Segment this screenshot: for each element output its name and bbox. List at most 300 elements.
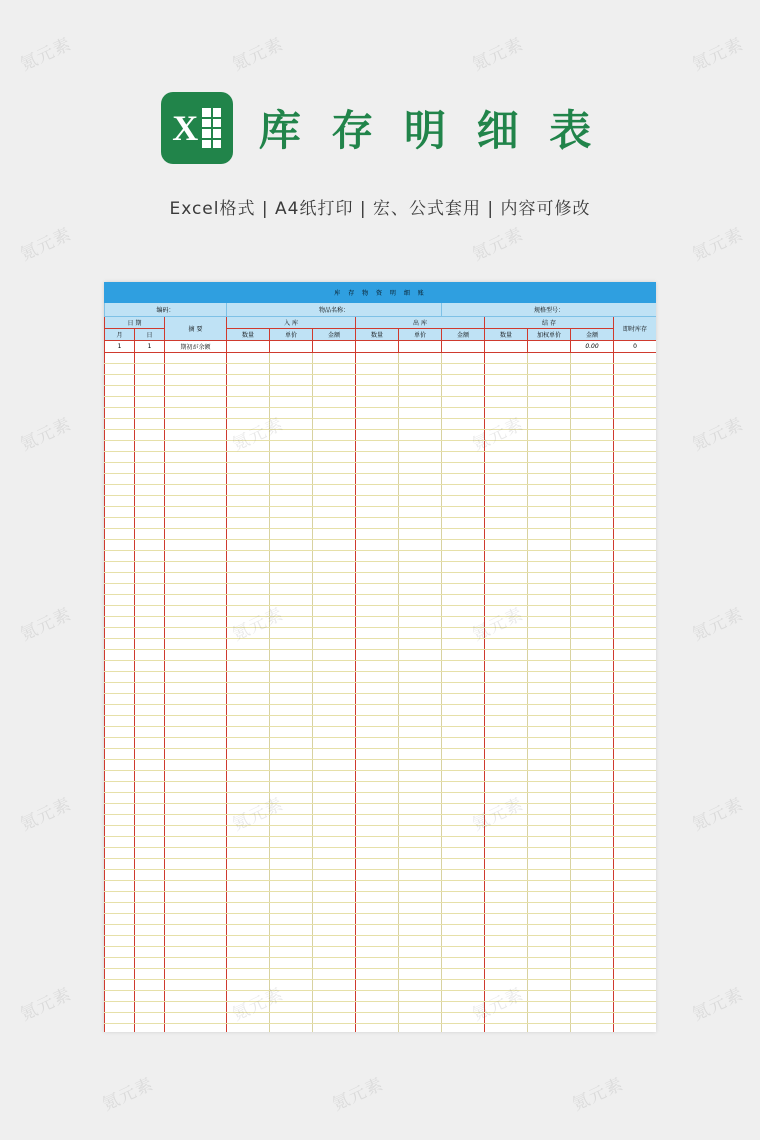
table-cell[interactable] xyxy=(313,1002,356,1013)
table-cell[interactable] xyxy=(105,936,135,947)
cell-out-qty[interactable] xyxy=(356,341,399,353)
table-cell[interactable] xyxy=(528,1002,571,1013)
spreadsheet-preview[interactable] xyxy=(104,282,656,1032)
table-cell[interactable] xyxy=(227,518,270,529)
table-cell[interactable] xyxy=(270,386,313,397)
table-cell[interactable] xyxy=(614,628,657,639)
table-cell[interactable] xyxy=(227,430,270,441)
table-row[interactable] xyxy=(105,364,657,375)
table-cell[interactable] xyxy=(442,793,485,804)
table-row[interactable] xyxy=(105,925,657,936)
table-row[interactable] xyxy=(105,914,657,925)
table-cell[interactable] xyxy=(399,474,442,485)
table-cell[interactable] xyxy=(528,441,571,452)
table-cell[interactable] xyxy=(105,903,135,914)
cell-day[interactable]: 1 xyxy=(135,341,165,353)
table-cell[interactable] xyxy=(105,947,135,958)
table-cell[interactable] xyxy=(399,760,442,771)
table-cell[interactable] xyxy=(399,463,442,474)
table-cell[interactable] xyxy=(614,661,657,672)
table-cell[interactable] xyxy=(399,694,442,705)
table-cell[interactable] xyxy=(270,914,313,925)
table-cell[interactable] xyxy=(528,870,571,881)
table-cell[interactable] xyxy=(105,881,135,892)
table-cell[interactable] xyxy=(485,584,528,595)
table-cell[interactable] xyxy=(135,441,165,452)
table-cell[interactable] xyxy=(442,628,485,639)
table-cell[interactable] xyxy=(528,727,571,738)
table-cell[interactable] xyxy=(571,1024,614,1033)
cell-month[interactable]: 1 xyxy=(105,341,135,353)
table-cell[interactable] xyxy=(485,815,528,826)
table-cell[interactable] xyxy=(270,1002,313,1013)
table-cell[interactable] xyxy=(528,430,571,441)
table-cell[interactable] xyxy=(270,617,313,628)
table-cell[interactable] xyxy=(571,386,614,397)
table-cell[interactable] xyxy=(485,672,528,683)
table-cell[interactable] xyxy=(614,936,657,947)
table-cell[interactable] xyxy=(105,474,135,485)
table-cell[interactable] xyxy=(356,815,399,826)
table-cell[interactable] xyxy=(105,1024,135,1033)
table-cell[interactable] xyxy=(485,595,528,606)
table-cell[interactable] xyxy=(528,474,571,485)
table-cell[interactable] xyxy=(442,903,485,914)
table-cell[interactable] xyxy=(356,727,399,738)
table-cell[interactable] xyxy=(270,859,313,870)
table-cell[interactable] xyxy=(442,353,485,364)
table-cell[interactable] xyxy=(270,815,313,826)
table-row[interactable] xyxy=(105,936,657,947)
table-cell[interactable] xyxy=(614,672,657,683)
table-cell[interactable] xyxy=(105,507,135,518)
table-cell[interactable] xyxy=(571,353,614,364)
table-cell[interactable] xyxy=(105,518,135,529)
table-cell[interactable] xyxy=(571,518,614,529)
table-cell[interactable] xyxy=(485,749,528,760)
table-cell[interactable] xyxy=(614,804,657,815)
table-cell[interactable] xyxy=(442,364,485,375)
table-cell[interactable] xyxy=(270,848,313,859)
table-cell[interactable] xyxy=(571,815,614,826)
table-cell[interactable] xyxy=(614,760,657,771)
table-cell[interactable] xyxy=(528,903,571,914)
table-cell[interactable] xyxy=(227,991,270,1002)
table-cell[interactable] xyxy=(270,771,313,782)
table-cell[interactable] xyxy=(485,397,528,408)
table-cell[interactable] xyxy=(399,870,442,881)
table-cell[interactable] xyxy=(356,870,399,881)
table-cell[interactable] xyxy=(485,826,528,837)
table-cell[interactable] xyxy=(165,848,227,859)
table-cell[interactable] xyxy=(165,551,227,562)
table-cell[interactable] xyxy=(165,562,227,573)
table-cell[interactable] xyxy=(528,529,571,540)
table-cell[interactable] xyxy=(614,474,657,485)
table-cell[interactable] xyxy=(571,672,614,683)
cell-summary[interactable]: 期初が余额 xyxy=(165,341,227,353)
table-cell[interactable] xyxy=(614,837,657,848)
table-row[interactable] xyxy=(105,529,657,540)
table-cell[interactable] xyxy=(227,716,270,727)
table-cell[interactable] xyxy=(227,815,270,826)
table-cell[interactable] xyxy=(528,881,571,892)
table-cell[interactable] xyxy=(485,705,528,716)
table-cell[interactable] xyxy=(313,815,356,826)
table-cell[interactable] xyxy=(135,595,165,606)
table-cell[interactable] xyxy=(105,892,135,903)
table-cell[interactable] xyxy=(105,716,135,727)
table-cell[interactable] xyxy=(135,815,165,826)
table-cell[interactable] xyxy=(135,452,165,463)
table-cell[interactable] xyxy=(313,496,356,507)
table-row[interactable] xyxy=(105,540,657,551)
table-cell[interactable] xyxy=(571,683,614,694)
table-cell[interactable] xyxy=(270,518,313,529)
table-cell[interactable] xyxy=(528,672,571,683)
table-cell[interactable] xyxy=(528,782,571,793)
table-cell[interactable] xyxy=(135,914,165,925)
table-cell[interactable] xyxy=(528,804,571,815)
table-cell[interactable] xyxy=(614,991,657,1002)
table-cell[interactable] xyxy=(270,595,313,606)
table-cell[interactable] xyxy=(442,947,485,958)
table-cell[interactable] xyxy=(528,606,571,617)
table-cell[interactable] xyxy=(485,683,528,694)
table-cell[interactable] xyxy=(165,870,227,881)
table-cell[interactable] xyxy=(571,430,614,441)
table-cell[interactable] xyxy=(313,925,356,936)
table-cell[interactable] xyxy=(270,892,313,903)
table-cell[interactable] xyxy=(485,375,528,386)
table-cell[interactable] xyxy=(356,771,399,782)
table-cell[interactable] xyxy=(270,826,313,837)
table-cell[interactable] xyxy=(571,441,614,452)
table-cell[interactable] xyxy=(442,914,485,925)
table-cell[interactable] xyxy=(270,375,313,386)
table-cell[interactable] xyxy=(442,771,485,782)
table-cell[interactable] xyxy=(571,859,614,870)
table-row[interactable] xyxy=(105,793,657,804)
cell-in-qty[interactable] xyxy=(227,341,270,353)
table-row[interactable] xyxy=(105,815,657,826)
table-cell[interactable] xyxy=(165,958,227,969)
table-cell[interactable] xyxy=(614,529,657,540)
table-row[interactable] xyxy=(105,837,657,848)
table-cell[interactable] xyxy=(399,562,442,573)
table-cell[interactable] xyxy=(399,452,442,463)
table-cell[interactable] xyxy=(270,694,313,705)
table-cell[interactable] xyxy=(227,705,270,716)
table-row[interactable] xyxy=(105,419,657,430)
table-cell[interactable] xyxy=(227,1024,270,1033)
table-cell[interactable] xyxy=(485,573,528,584)
table-cell[interactable] xyxy=(165,540,227,551)
table-cell[interactable] xyxy=(313,837,356,848)
table-cell[interactable] xyxy=(227,584,270,595)
table-cell[interactable] xyxy=(614,1024,657,1033)
table-row[interactable] xyxy=(105,584,657,595)
table-cell[interactable] xyxy=(528,969,571,980)
table-cell[interactable] xyxy=(571,562,614,573)
table-cell[interactable] xyxy=(442,639,485,650)
table-cell[interactable] xyxy=(528,848,571,859)
table-cell[interactable] xyxy=(165,529,227,540)
table-cell[interactable] xyxy=(614,408,657,419)
table-cell[interactable] xyxy=(270,870,313,881)
table-cell[interactable] xyxy=(614,815,657,826)
table-cell[interactable] xyxy=(485,958,528,969)
table-cell[interactable] xyxy=(356,738,399,749)
table-cell[interactable] xyxy=(356,848,399,859)
table-cell[interactable] xyxy=(165,903,227,914)
table-cell[interactable] xyxy=(356,584,399,595)
table-cell[interactable] xyxy=(105,628,135,639)
table-cell[interactable] xyxy=(313,617,356,628)
table-cell[interactable] xyxy=(571,936,614,947)
table-cell[interactable] xyxy=(442,430,485,441)
table-cell[interactable] xyxy=(105,991,135,1002)
table-cell[interactable] xyxy=(571,496,614,507)
table-row[interactable] xyxy=(105,991,657,1002)
table-cell[interactable] xyxy=(313,507,356,518)
table-row[interactable] xyxy=(105,650,657,661)
table-cell[interactable] xyxy=(135,903,165,914)
table-cell[interactable] xyxy=(105,496,135,507)
table-cell[interactable] xyxy=(356,617,399,628)
table-cell[interactable] xyxy=(528,980,571,991)
table-cell[interactable] xyxy=(571,980,614,991)
table-cell[interactable] xyxy=(165,914,227,925)
table-cell[interactable] xyxy=(442,397,485,408)
table-cell[interactable] xyxy=(135,782,165,793)
table-cell[interactable] xyxy=(571,969,614,980)
table-cell[interactable] xyxy=(135,463,165,474)
table-cell[interactable] xyxy=(356,947,399,958)
table-cell[interactable] xyxy=(399,639,442,650)
table-cell[interactable] xyxy=(485,661,528,672)
table-cell[interactable] xyxy=(165,408,227,419)
table-cell[interactable] xyxy=(165,617,227,628)
table-cell[interactable] xyxy=(135,672,165,683)
table-cell[interactable] xyxy=(614,386,657,397)
table-cell[interactable] xyxy=(399,650,442,661)
table-cell[interactable] xyxy=(165,793,227,804)
table-cell[interactable] xyxy=(614,782,657,793)
table-cell[interactable] xyxy=(227,628,270,639)
table-cell[interactable] xyxy=(165,1002,227,1013)
table-cell[interactable] xyxy=(442,782,485,793)
table-cell[interactable] xyxy=(270,650,313,661)
table-cell[interactable] xyxy=(313,430,356,441)
table-cell[interactable] xyxy=(165,386,227,397)
table-cell[interactable] xyxy=(485,859,528,870)
table-cell[interactable] xyxy=(399,485,442,496)
table-cell[interactable] xyxy=(270,793,313,804)
table-cell[interactable] xyxy=(165,837,227,848)
table-cell[interactable] xyxy=(105,782,135,793)
table-cell[interactable] xyxy=(399,441,442,452)
table-cell[interactable] xyxy=(135,606,165,617)
table-cell[interactable] xyxy=(485,881,528,892)
table-cell[interactable] xyxy=(313,386,356,397)
table-cell[interactable] xyxy=(135,936,165,947)
table-cell[interactable] xyxy=(270,419,313,430)
table-cell[interactable] xyxy=(399,914,442,925)
table-cell[interactable] xyxy=(356,716,399,727)
table-cell[interactable] xyxy=(135,540,165,551)
table-cell[interactable] xyxy=(614,683,657,694)
table-row[interactable] xyxy=(105,980,657,991)
cell-realtime[interactable]: 0 xyxy=(614,341,657,353)
table-cell[interactable] xyxy=(528,694,571,705)
table-cell[interactable] xyxy=(105,551,135,562)
table-cell[interactable] xyxy=(399,529,442,540)
table-cell[interactable] xyxy=(270,353,313,364)
table-cell[interactable] xyxy=(614,562,657,573)
table-cell[interactable] xyxy=(571,947,614,958)
table-cell[interactable] xyxy=(614,463,657,474)
table-cell[interactable] xyxy=(105,694,135,705)
cell-in-amount[interactable] xyxy=(313,341,356,353)
table-cell[interactable] xyxy=(571,958,614,969)
table-cell[interactable] xyxy=(227,870,270,881)
table-cell[interactable] xyxy=(313,727,356,738)
table-cell[interactable] xyxy=(442,551,485,562)
table-cell[interactable] xyxy=(528,595,571,606)
table-cell[interactable] xyxy=(356,529,399,540)
table-cell[interactable] xyxy=(442,507,485,518)
table-cell[interactable] xyxy=(399,727,442,738)
table-cell[interactable] xyxy=(528,837,571,848)
table-cell[interactable] xyxy=(313,793,356,804)
table-row[interactable] xyxy=(105,1013,657,1024)
table-cell[interactable] xyxy=(270,727,313,738)
table-cell[interactable] xyxy=(571,419,614,430)
table-cell[interactable] xyxy=(227,925,270,936)
table-cell[interactable] xyxy=(356,353,399,364)
table-cell[interactable] xyxy=(442,804,485,815)
table-cell[interactable] xyxy=(356,1024,399,1033)
table-cell[interactable] xyxy=(399,551,442,562)
table-cell[interactable] xyxy=(485,947,528,958)
table-cell[interactable] xyxy=(313,1024,356,1033)
table-cell[interactable] xyxy=(356,881,399,892)
table-cell[interactable] xyxy=(356,936,399,947)
table-cell[interactable] xyxy=(442,584,485,595)
table-cell[interactable] xyxy=(313,969,356,980)
table-cell[interactable] xyxy=(614,903,657,914)
table-cell[interactable] xyxy=(485,353,528,364)
table-cell[interactable] xyxy=(313,573,356,584)
table-cell[interactable] xyxy=(135,881,165,892)
table-cell[interactable] xyxy=(105,397,135,408)
table-cell[interactable] xyxy=(614,441,657,452)
table-cell[interactable] xyxy=(399,738,442,749)
table-cell[interactable] xyxy=(614,892,657,903)
table-cell[interactable] xyxy=(399,606,442,617)
table-cell[interactable] xyxy=(614,540,657,551)
table-cell[interactable] xyxy=(399,364,442,375)
table-cell[interactable] xyxy=(485,496,528,507)
table-cell[interactable] xyxy=(485,793,528,804)
cell-bal-qty[interactable] xyxy=(485,341,528,353)
table-cell[interactable] xyxy=(528,419,571,430)
table-cell[interactable] xyxy=(165,826,227,837)
table-cell[interactable] xyxy=(135,749,165,760)
table-cell[interactable] xyxy=(135,892,165,903)
table-cell[interactable] xyxy=(442,848,485,859)
table-cell[interactable] xyxy=(135,485,165,496)
table-cell[interactable] xyxy=(485,1002,528,1013)
table-cell[interactable] xyxy=(270,507,313,518)
table-cell[interactable] xyxy=(165,595,227,606)
table-cell[interactable] xyxy=(313,716,356,727)
table-cell[interactable] xyxy=(485,914,528,925)
table-cell[interactable] xyxy=(313,705,356,716)
table-cell[interactable] xyxy=(105,408,135,419)
table-cell[interactable] xyxy=(270,364,313,375)
table-cell[interactable] xyxy=(528,507,571,518)
table-cell[interactable] xyxy=(313,1013,356,1024)
table-cell[interactable] xyxy=(614,639,657,650)
table-cell[interactable] xyxy=(270,584,313,595)
table-cell[interactable] xyxy=(165,375,227,386)
table-cell[interactable] xyxy=(614,397,657,408)
table-cell[interactable] xyxy=(399,375,442,386)
table-cell[interactable] xyxy=(442,595,485,606)
table-cell[interactable] xyxy=(528,793,571,804)
table-cell[interactable] xyxy=(399,518,442,529)
table-cell[interactable] xyxy=(135,837,165,848)
table-cell[interactable] xyxy=(135,573,165,584)
table-cell[interactable] xyxy=(571,463,614,474)
table-cell[interactable] xyxy=(356,749,399,760)
cell-in-price[interactable] xyxy=(270,341,313,353)
table-cell[interactable] xyxy=(399,1024,442,1033)
table-cell[interactable] xyxy=(528,815,571,826)
table-cell[interactable] xyxy=(442,683,485,694)
table-cell[interactable] xyxy=(485,771,528,782)
table-cell[interactable] xyxy=(227,804,270,815)
table-cell[interactable] xyxy=(442,540,485,551)
table-cell[interactable] xyxy=(165,474,227,485)
table-cell[interactable] xyxy=(442,1002,485,1013)
table-cell[interactable] xyxy=(165,738,227,749)
table-cell[interactable] xyxy=(442,991,485,1002)
table-cell[interactable] xyxy=(227,375,270,386)
table-cell[interactable] xyxy=(571,551,614,562)
table-cell[interactable] xyxy=(270,485,313,496)
table-cell[interactable] xyxy=(571,749,614,760)
table-cell[interactable] xyxy=(485,529,528,540)
cell-out-price[interactable] xyxy=(399,341,442,353)
table-cell[interactable] xyxy=(270,958,313,969)
table-cell[interactable] xyxy=(165,969,227,980)
table-cell[interactable] xyxy=(528,452,571,463)
table-cell[interactable] xyxy=(313,859,356,870)
table-cell[interactable] xyxy=(135,386,165,397)
table-row[interactable] xyxy=(105,782,657,793)
table-cell[interactable] xyxy=(135,617,165,628)
table-cell[interactable] xyxy=(528,584,571,595)
table-cell[interactable] xyxy=(105,386,135,397)
table-cell[interactable] xyxy=(356,518,399,529)
table-cell[interactable] xyxy=(227,936,270,947)
table-cell[interactable] xyxy=(227,573,270,584)
table-cell[interactable] xyxy=(270,551,313,562)
table-cell[interactable] xyxy=(313,441,356,452)
